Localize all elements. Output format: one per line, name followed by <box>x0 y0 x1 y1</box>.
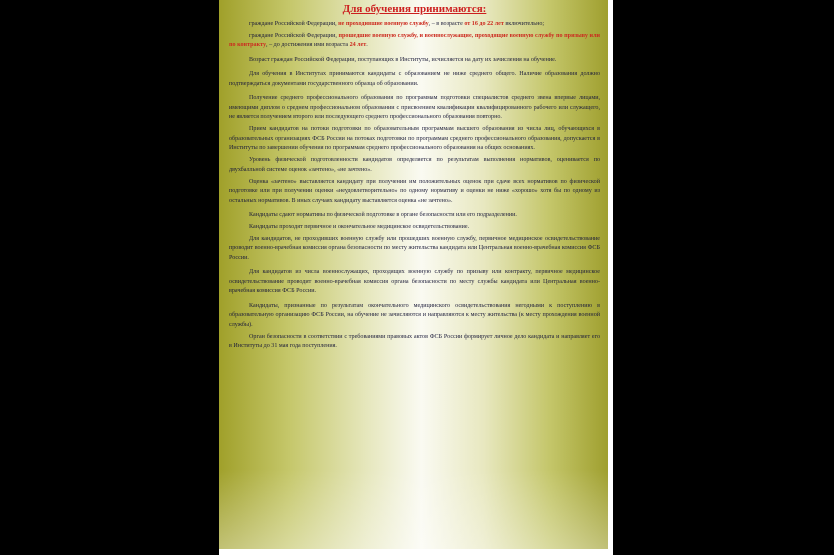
paragraph: Кандидаты, признанные по результатам окончательного медицинского освидетельствования негодными к поступлению в образовательную организацию ФСБ России, на обучение не зачисляются и направляются к месту жительства (к месту прохождения военной службы). <box>229 302 600 328</box>
document-page <box>219 0 613 555</box>
paragraph: Орган безопасности в соответствии с требованиями правовых актов ФСБ России формирует личное дело кандидата и направляет его в Институты до 31 мая года поступления. <box>229 333 600 350</box>
paragraph: Кандидаты сдают нормативы по физической подготовке в органе безопасности или его подразделении. <box>249 212 517 219</box>
document-title: Для обучения принимаются: <box>342 3 487 15</box>
document-content <box>219 0 608 352</box>
paragraph: Получение среднего профессионального образования по программам подготовки специалистов среднего звена впервые лицами, имеющими диплом о среднем профессиональном образовании с присвоением квалификации квалифицированного рабочего или служащего, не является получением второго или последующего среднего профессионального образования повторно. <box>229 95 600 121</box>
text-run: включительно; <box>503 21 545 27</box>
text-run: граждане Российской Федерации, <box>249 32 339 39</box>
paragraph: Прием кандидатов на потоки подготовки по образовательным программам высшего образования из числа лиц, обучающихся в образовательных организациях ФСБ России на потоках подготовки по программам среднего профессионального образования, допускается в Институты по завершении обучения по программам среднего профессионального образования на общих основаниях. <box>229 126 600 152</box>
paragraph: Для обучения в Институтах принимаются кандидаты с образованием не ниже среднего общего. Наличие образования должно подтверждаться документами государственного образца об образовании. <box>229 71 600 87</box>
text-run: , – в возрасте <box>428 21 465 27</box>
highlight-text: не проходившие военную службу <box>338 21 429 27</box>
paragraph-age-servicemen <box>229 32 600 51</box>
highlight-text: прошедшие военную службу, и военнослужащие, проходящие военную службу по призыву или по контракту <box>229 32 601 49</box>
text-run: , – до достижения ими возраста <box>266 42 350 49</box>
paragraph: Возраст граждан Российской Федерации, поступающих в Институты, исчисляется на дату их зачисления на обучение. <box>249 56 557 63</box>
text-run: граждане Российской Федерации, <box>249 21 339 27</box>
highlight-text: 24 лет <box>349 42 367 49</box>
paragraph: Кандидаты проходят первичное и окончательное медицинское освидетельствование. <box>249 223 470 230</box>
paragraph: Для кандидатов из числа военнослужащих, проходящих военную службу по призыву или контракту, первичное медицинское освидетельствование проводит военно-врачебная комиссия органа безопасности по месту службы кандидата или Центральная военно-врачебная комиссия ФСБ России. <box>229 269 600 295</box>
scanned-sheet <box>219 0 608 549</box>
paragraph: Оценка «зачтено» выставляется кандидату при получении им положительных оценок при сдаче всех нормативов по физической подготовке или при получении оценки «неудовлетворительно» по одному нормативу и оценки не ниже «хорошо» хотя бы по одному из остальных нормативов. В иных случаях кандидату выставляется оценка «не зачтено». <box>229 178 600 204</box>
paragraph: Уровень физической подготовленности кандидатов определяется по результатам выполнения нормативов, оценивается по двухбалльной системе оценок «зачтено», «не зачтено». <box>229 157 600 173</box>
paragraph-age-civilians <box>229 20 600 30</box>
text-run: . <box>366 42 368 49</box>
highlight-text: от 16 до 22 лет <box>464 21 504 27</box>
paragraph: Для кандидатов, не проходивших военную службу или прошедших военную службу, первичное медицинское освидетельствование проводит военно-врачебная комиссия органа безопасности по месту жительства кандидата или Центральная военно-врачебная комиссия ФСБ России. <box>229 235 600 261</box>
